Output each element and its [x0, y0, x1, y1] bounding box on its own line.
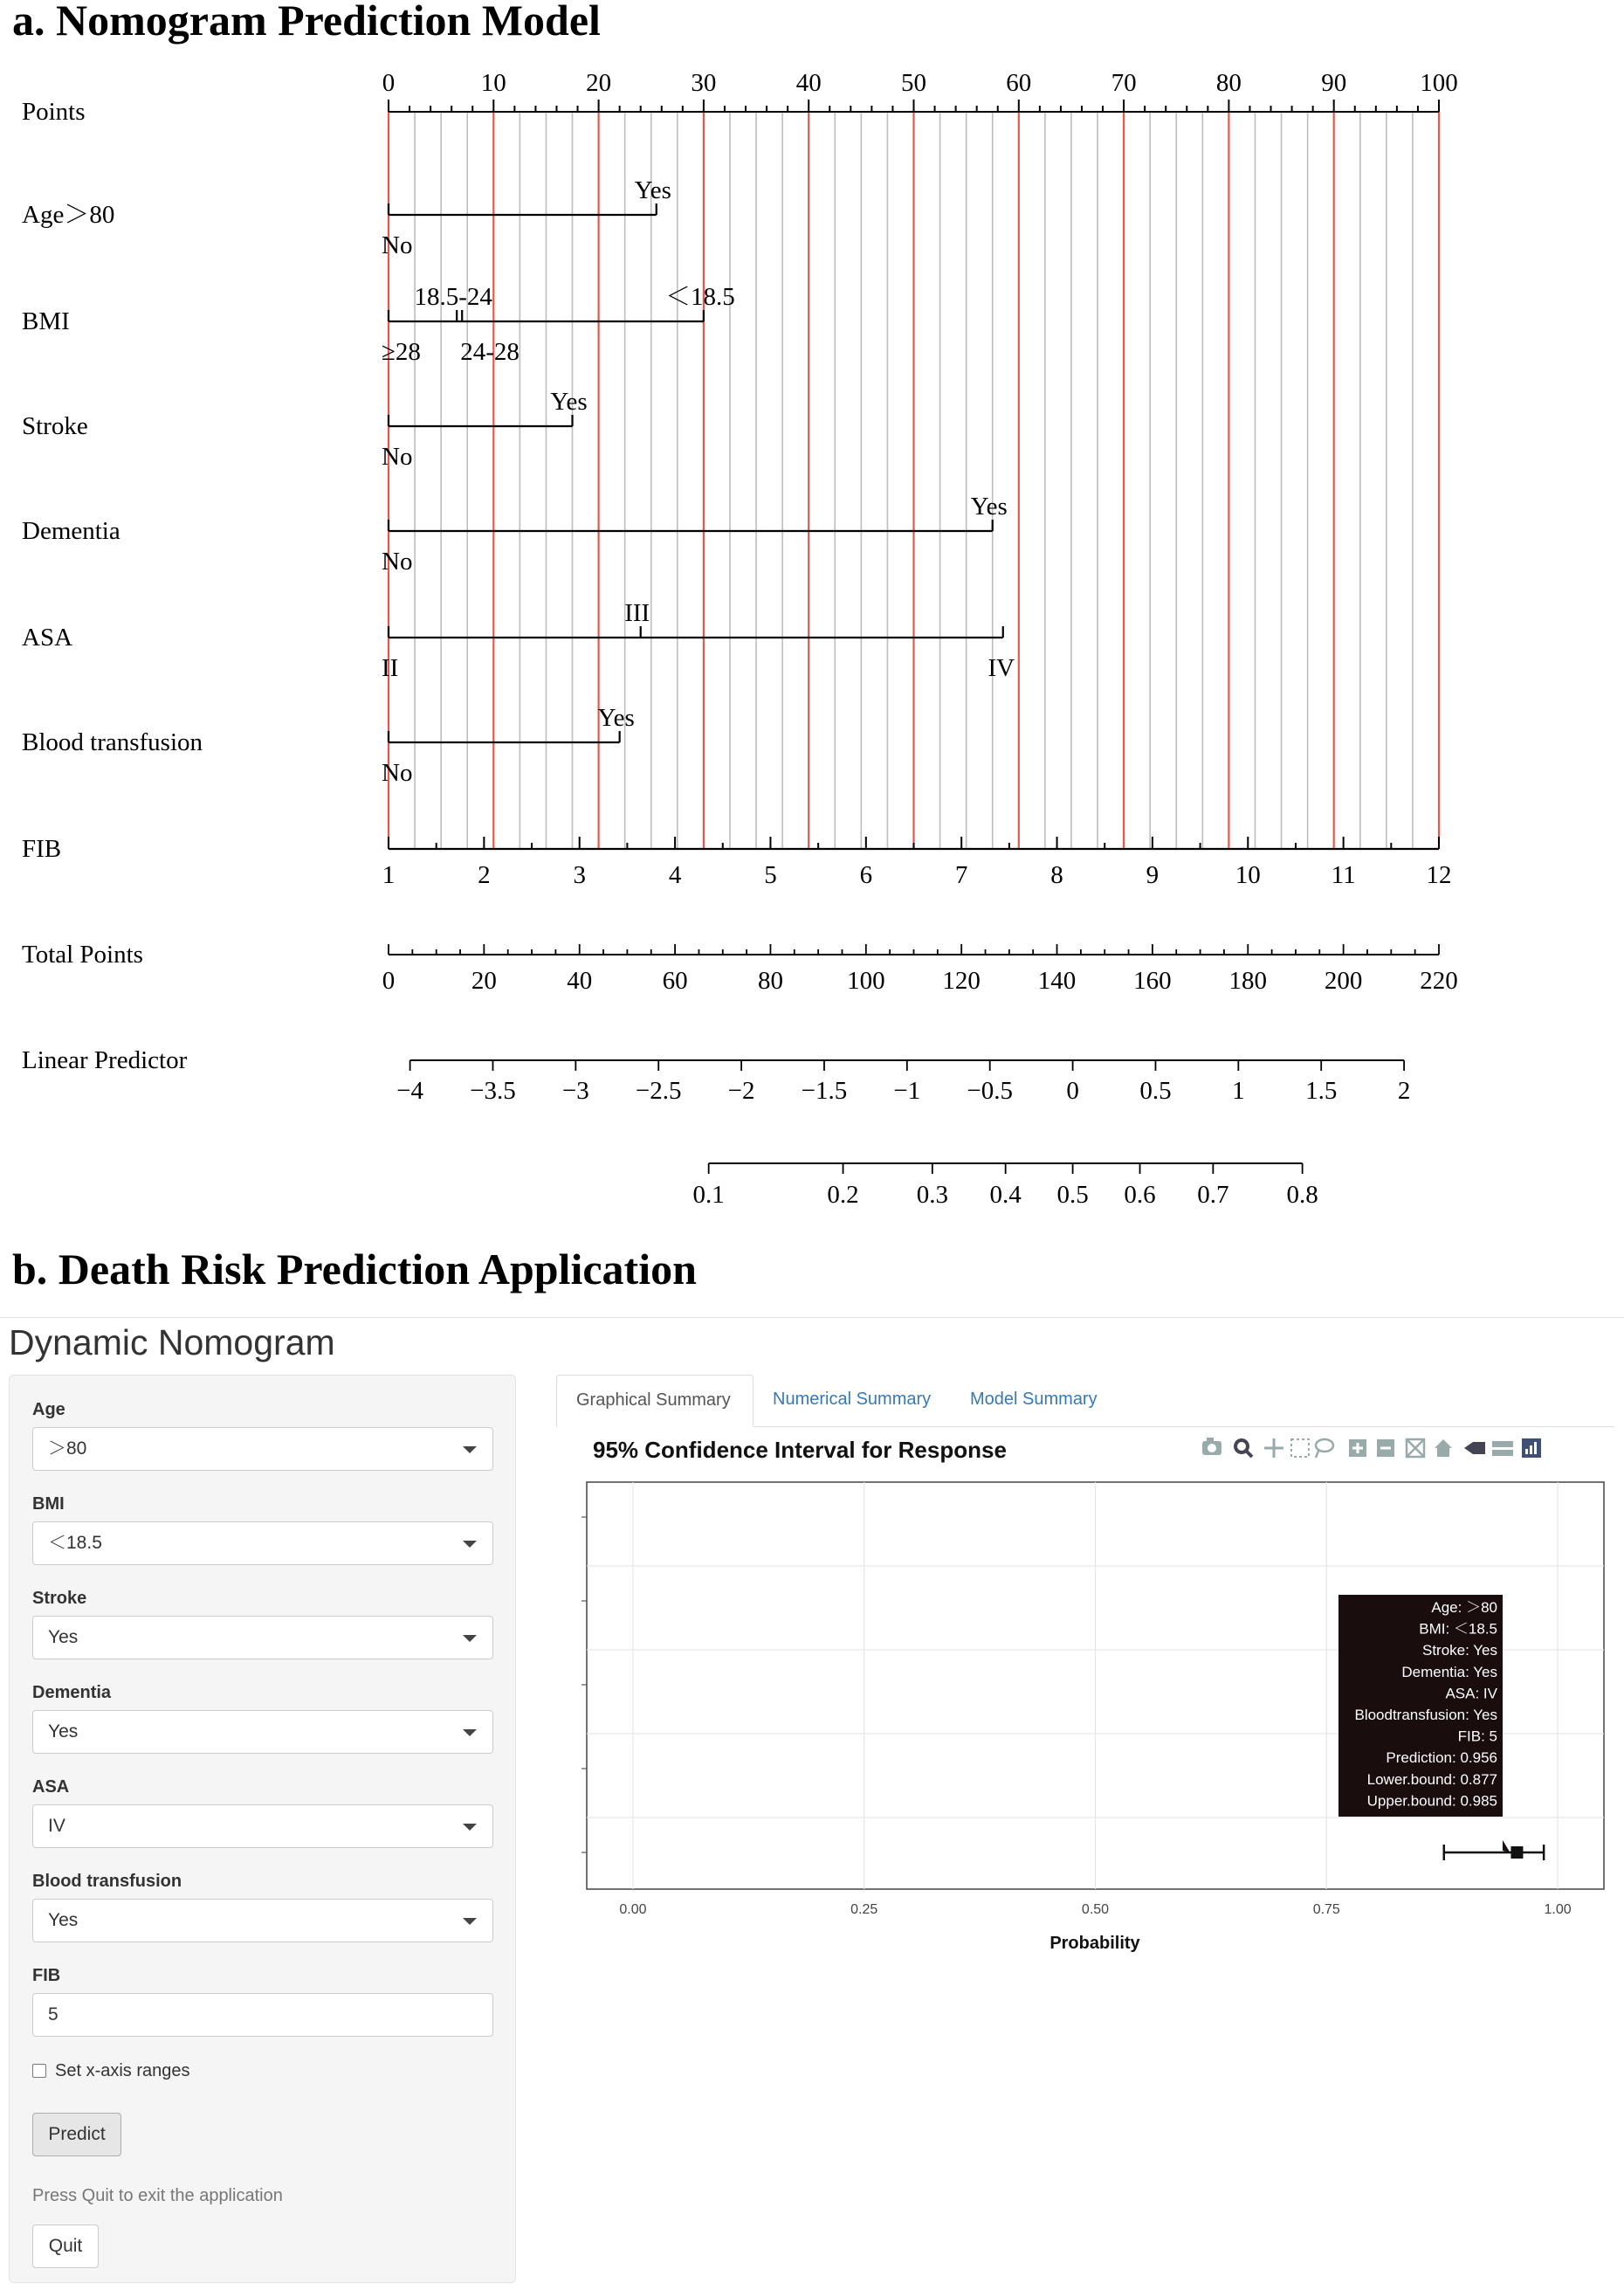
total-points-tick-label: 180: [1228, 967, 1268, 995]
fib-tick-label: 1: [382, 861, 396, 889]
level-label: No: [382, 443, 413, 471]
autoscale-icon[interactable]: [1407, 1439, 1424, 1457]
risk-tick-label: 0.3: [916, 1181, 948, 1209]
tooltip-line: Dementia: Yes: [1401, 1663, 1497, 1680]
row-label: Total Points: [22, 941, 143, 969]
total-points-tick-label: 220: [1420, 967, 1458, 995]
risk-axis: [693, 1163, 1318, 1209]
level-label: IV: [987, 654, 1015, 682]
tab-graphical-summary[interactable]: Graphical Summary: [556, 1375, 754, 1427]
tooltip-line: BMI: ＜18.5: [1419, 1620, 1497, 1638]
x-axis-range-checkbox[interactable]: [32, 2064, 46, 2078]
age-value: ＞80: [48, 1438, 87, 1459]
risk-tick-label: 0.4: [989, 1181, 1022, 1209]
reset-axes-icon[interactable]: [1435, 1439, 1452, 1457]
risk-tick-label: 0.8: [1286, 1181, 1318, 1209]
variable-scale: [382, 176, 671, 259]
age-field: [32, 1400, 495, 1471]
level-label: ＜18.5: [665, 283, 735, 311]
points-tick-label: 80: [1215, 69, 1242, 97]
bmi-label: BMI: [32, 1494, 65, 1514]
points-tick-label: 60: [1006, 69, 1032, 97]
x-tick-label: 0.25: [850, 1902, 878, 1917]
blood-transfusion-label: Blood transfusion: [32, 1872, 182, 1891]
row-label: Linear Predictor: [22, 1046, 188, 1074]
level-label: ≥28: [382, 338, 421, 366]
modebar: [1202, 1438, 1541, 1458]
fib-tick-label: 8: [1050, 861, 1063, 889]
tooltip-line: Lower.bound: 0.877: [1366, 1770, 1497, 1788]
level-label: 24-28: [460, 338, 520, 366]
variable-scale: [382, 388, 588, 471]
row-label: BMI: [22, 307, 70, 335]
fib-tick-label: 3: [573, 861, 586, 889]
total-points-tick-label: 120: [942, 967, 981, 995]
confidence-interval-plot[interactable]: [556, 1427, 1624, 1986]
fib-tick-label: 9: [1146, 861, 1160, 889]
variable-scale: [382, 599, 1015, 682]
linear-predictor-tick-label: 1.5: [1305, 1077, 1338, 1105]
points-tick-label: 0: [382, 69, 396, 97]
linear-predictor-tick-label: −1.5: [801, 1077, 848, 1105]
row-label: Points: [22, 98, 86, 126]
fib-tick-label: 5: [764, 861, 777, 889]
zoom-in-icon[interactable]: [1349, 1439, 1366, 1457]
linear-predictor-tick-label: 2: [1397, 1077, 1411, 1105]
chevron-down-icon: [463, 1918, 477, 1925]
x-tick-label: 0.00: [619, 1902, 647, 1917]
row-label: Dementia: [22, 517, 120, 545]
risk-tick-label: 0.7: [1197, 1181, 1229, 1209]
fib-tick-label: 4: [668, 861, 682, 889]
level-label: Yes: [970, 493, 1008, 521]
box-select-icon[interactable]: [1291, 1439, 1309, 1457]
tooltip-line: Age: ＞80: [1431, 1599, 1497, 1616]
linear-predictor-tick-label: −3.5: [470, 1077, 516, 1105]
tooltip-line: Stroke: Yes: [1421, 1642, 1497, 1659]
row-label: Blood transfusion: [22, 728, 203, 756]
total-points-tick-label: 0: [382, 967, 396, 995]
fib-tick-label: 11: [1331, 861, 1356, 889]
chevron-down-icon: [463, 1824, 477, 1831]
hover-tooltip: [1338, 1595, 1510, 1852]
level-label: No: [382, 231, 413, 259]
stroke-label: Stroke: [32, 1589, 87, 1608]
chevron-down-icon: [463, 1729, 477, 1736]
x-axis-range-option[interactable]: [32, 2061, 190, 2081]
dementia-select[interactable]: [32, 1710, 493, 1754]
row-label: ASA: [22, 624, 73, 652]
plotly-logo-icon[interactable]: [1522, 1438, 1541, 1458]
linear-predictor-tick-label: 1: [1232, 1077, 1245, 1105]
quit-button[interactable]: Quit: [32, 2224, 99, 2268]
linear-predictor-tick-label: −4: [396, 1077, 424, 1105]
risk-tick-label: 0.2: [827, 1181, 859, 1209]
tooltip-line: ASA: IV: [1445, 1685, 1497, 1702]
tooltip-line: Upper.bound: 0.985: [1366, 1792, 1497, 1810]
linear-predictor-tick-label: 0.5: [1139, 1077, 1172, 1105]
plot-y-ticks: [581, 1517, 587, 1852]
asa-field: [32, 1777, 495, 1848]
total-points-tick-label: 40: [567, 967, 593, 995]
linear-predictor-axis: [396, 1060, 1410, 1105]
nomogram-gridlines: [389, 112, 1439, 849]
asa-select[interactable]: [32, 1804, 493, 1848]
points-tick-label: 100: [1420, 69, 1458, 97]
total-points-tick-label: 140: [1037, 967, 1077, 995]
fib-tick-label: 2: [478, 861, 491, 889]
linear-predictor-tick-label: 0: [1066, 1077, 1079, 1105]
quit-hint: Press Quit to exit the application: [32, 2186, 283, 2205]
variable-scale: [382, 283, 735, 366]
level-label: III: [624, 599, 650, 627]
linear-predictor-tick-label: −1: [893, 1077, 921, 1105]
fib-tick-label: 7: [954, 861, 968, 889]
linear-predictor-tick-label: −3: [561, 1077, 589, 1105]
points-tick-label: 90: [1321, 69, 1347, 97]
tab-numerical-summary[interactable]: Numerical Summary: [773, 1390, 932, 1409]
chevron-down-icon: [463, 1541, 477, 1548]
panel-b-title: b. Death Risk Prediction Application: [12, 1245, 697, 1293]
zoom-icon[interactable]: [1235, 1440, 1252, 1457]
x-tick-label: 1.00: [1544, 1902, 1572, 1917]
points-axis: [382, 69, 1458, 112]
bmi-value: ＜18.5: [48, 1533, 102, 1553]
fib-label: FIB: [32, 1966, 61, 1985]
level-label: Yes: [597, 704, 635, 732]
points-tick-label: 10: [480, 69, 506, 97]
risk-tick-label: 0.6: [1124, 1181, 1156, 1209]
fib-axis: [382, 837, 1452, 889]
points-tick-label: 40: [795, 69, 822, 97]
input-sidebar: [9, 1375, 516, 2283]
linear-predictor-tick-label: −2: [727, 1077, 755, 1105]
spike-lines-icon[interactable]: [1464, 1442, 1485, 1454]
level-label: Yes: [550, 388, 588, 416]
x-axis-title: Probability: [1049, 1934, 1140, 1953]
app-title: Dynamic Nomogram: [9, 1322, 335, 1362]
row-label: Stroke: [22, 412, 88, 440]
plot-x-axis: [619, 1902, 1571, 1917]
total-points-axis: [382, 944, 1458, 995]
bmi-select[interactable]: [32, 1521, 493, 1565]
stroke-field: [32, 1589, 495, 1659]
points-tick-label: 20: [586, 69, 612, 97]
asa-value: IV: [48, 1816, 65, 1836]
age-label: Age: [32, 1400, 65, 1419]
app-divider: [0, 1317, 1624, 1318]
row-label: Age＞80: [22, 201, 115, 229]
risk-tick-label: 0.1: [692, 1181, 725, 1209]
points-tick-label: 70: [1111, 69, 1137, 97]
blood-transfusion-value: Yes: [48, 1910, 79, 1930]
level-label: II: [382, 654, 399, 682]
dementia-value: Yes: [48, 1721, 79, 1742]
points-tick-label: 50: [901, 69, 926, 97]
linear-predictor-tick-label: −2.5: [635, 1077, 682, 1105]
linear-predictor-tick-label: −0.5: [967, 1077, 1014, 1105]
asa-label: ASA: [32, 1777, 70, 1797]
fib-tick-label: 6: [859, 861, 873, 889]
total-points-tick-label: 80: [757, 967, 783, 995]
total-points-tick-label: 100: [847, 967, 885, 995]
dementia-field: [32, 1683, 495, 1754]
row-label: FIB: [22, 835, 62, 863]
compare-hover-icon[interactable]: [1492, 1441, 1513, 1456]
plot-title: 95% Confidence Interval for Response: [593, 1437, 1007, 1463]
fib-tick-label: 10: [1235, 861, 1261, 889]
total-points-tick-label: 20: [471, 967, 497, 995]
chevron-down-icon: [463, 1635, 477, 1642]
lasso-icon[interactable]: [1316, 1439, 1333, 1458]
variable-scale: [382, 704, 635, 787]
x-tick-label: 0.75: [1312, 1902, 1340, 1917]
level-label: No: [382, 759, 413, 787]
stroke-value: Yes: [48, 1627, 79, 1647]
stroke-select[interactable]: [32, 1616, 493, 1659]
points-tick-label: 30: [691, 69, 717, 97]
tooltip-line: FIB: 5: [1457, 1728, 1497, 1745]
tab-model-summary[interactable]: Model Summary: [970, 1390, 1098, 1409]
x-tick-label: 0.50: [1081, 1902, 1110, 1917]
blood-transfusion-select[interactable]: [32, 1899, 493, 1942]
chevron-down-icon: [463, 1446, 477, 1453]
fib-tick-label: 12: [1426, 861, 1452, 889]
total-points-tick-label: 160: [1133, 967, 1172, 995]
zoom-out-icon[interactable]: [1377, 1439, 1394, 1457]
tooltip-line: Bloodtransfusion: Yes: [1354, 1707, 1497, 1723]
camera-icon[interactable]: [1202, 1438, 1221, 1455]
output-tabs: [556, 1375, 1624, 1427]
prediction-marker: [1510, 1846, 1523, 1859]
fib-field: [32, 1966, 495, 2037]
panel-a-title: a. Nomogram Prediction Model: [12, 0, 601, 45]
level-label: Yes: [634, 176, 671, 204]
level-label: 18.5-24: [414, 283, 492, 311]
x-axis-range-label: Set x-axis ranges: [55, 2061, 190, 2080]
tooltip-line: Prediction: 0.956: [1386, 1749, 1497, 1767]
risk-tick-label: 0.5: [1056, 1181, 1089, 1209]
dynamic-nomogram-app: [0, 1317, 1624, 2290]
total-points-tick-label: 200: [1324, 967, 1363, 995]
fib-input[interactable]: [32, 1993, 493, 2037]
pan-icon[interactable]: [1264, 1438, 1283, 1458]
dementia-label: Dementia: [32, 1683, 112, 1702]
predict-button[interactable]: Predict: [32, 2113, 121, 2156]
age-select[interactable]: [32, 1427, 493, 1471]
bmi-field: [32, 1494, 495, 1565]
total-points-tick-label: 60: [662, 967, 688, 995]
blood-transfusion-field: [32, 1872, 495, 1942]
level-label: No: [382, 548, 413, 576]
